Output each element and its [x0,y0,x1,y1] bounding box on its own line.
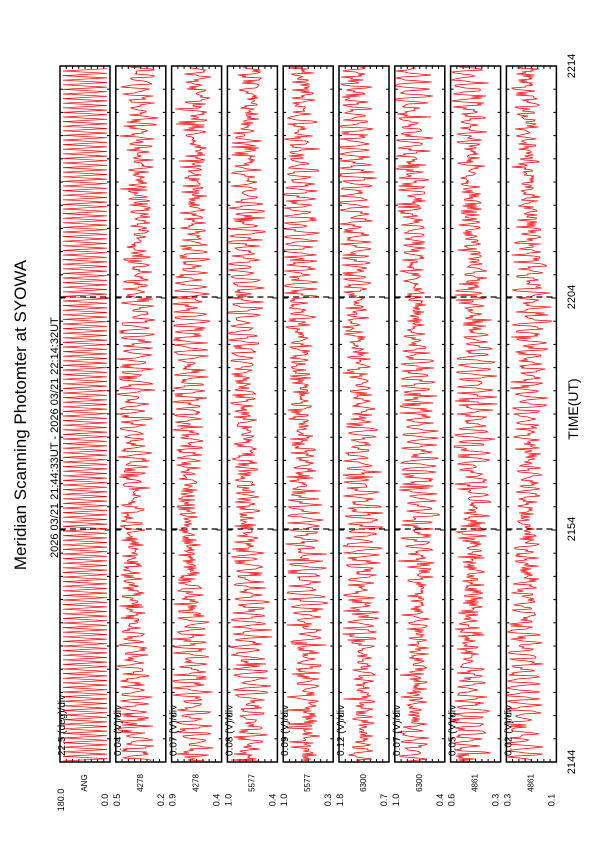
bottom-tick-label: 0.3 [490,793,501,807]
channel-label: 6300 [414,774,424,792]
panel-4 [223,66,277,806]
trace-line [284,67,328,761]
bottom-tick-label: 0.3 [323,793,334,807]
trace-line [396,67,440,761]
panel-frame [283,66,333,762]
scale-label: 0.08 (V)/div [224,704,236,756]
channel-label: ANG [80,774,89,792]
time-range-label: 2026 03/21 21:44:33UT - 2026 03/21 22:14:32UT [49,317,61,558]
channel-label: 4278 [135,774,145,792]
scale-label: 0.07 (V)/div [168,704,180,756]
top-tick-label: 0.5 [111,793,122,807]
top-tick-label: 1.8 [335,793,345,807]
panel-9 [502,66,556,806]
channel-label: 4861 [470,774,480,792]
channel-label: 4278 [191,774,201,792]
top-tick-label: 0.3 [502,793,513,807]
bottom-tick-label: 0.4 [211,793,222,807]
trace-line [173,67,214,761]
scale-label: 0.12 (V)/div [336,704,347,756]
trace-line [507,67,552,761]
panel-6 [335,66,389,806]
channel-label: 4861 [526,774,536,792]
panel-2 [112,66,166,806]
scale-label: 0.09 (V)/div [280,704,292,756]
trace-line [340,67,383,761]
panel-5 [279,66,333,806]
bottom-tick-label: 0.1 [546,793,557,807]
top-tick-label: 1.0 [279,793,290,807]
channel-label: 5577 [247,774,257,792]
scale-label: 0.05 (V)/div [447,704,459,756]
panels [56,66,556,811]
scale-label: 0.04 (V)/div [112,704,124,756]
top-tick-label: 180.0 [56,788,66,812]
x-axis-title: TIME(UT) [565,378,581,440]
bottom-tick-label: 0.0 [100,793,110,807]
bottom-tick-label: 0.7 [379,793,389,807]
top-tick-label: 0.9 [167,793,178,807]
x-tick-label: 2204 [566,284,578,310]
panel-1 [56,66,110,811]
panel-3 [168,66,222,806]
trace-line [63,69,107,761]
trace-line [117,67,159,761]
panel-7 [391,66,445,806]
panel-frame [116,66,166,762]
scale-label: 22.5 (deg)/div [57,694,68,756]
trace-line [452,67,498,761]
channel-label: 6300 [359,774,368,792]
top-tick-label: 1.0 [223,793,234,807]
bottom-tick-label: 0.4 [434,793,445,807]
bottom-tick-label: 0.2 [155,793,166,807]
panel-8 [447,66,501,806]
x-tick-label: 2144 [566,749,578,775]
channel-label: 5577 [303,774,313,792]
x-tick-label: 2154 [566,516,578,542]
x-tick-label: 2214 [566,53,578,79]
scale-label: 0.02 (V)/div [503,704,515,756]
bottom-tick-label: 0.4 [267,793,278,807]
trace-line [228,67,272,761]
top-tick-label: 1.0 [390,793,401,807]
scale-label: 0.07 (V)/div [391,704,403,756]
top-tick-label: 0.6 [446,793,457,807]
page-title: Meridian Scanning Photomter at SYOWA [11,259,30,571]
panel-frame [339,66,389,762]
